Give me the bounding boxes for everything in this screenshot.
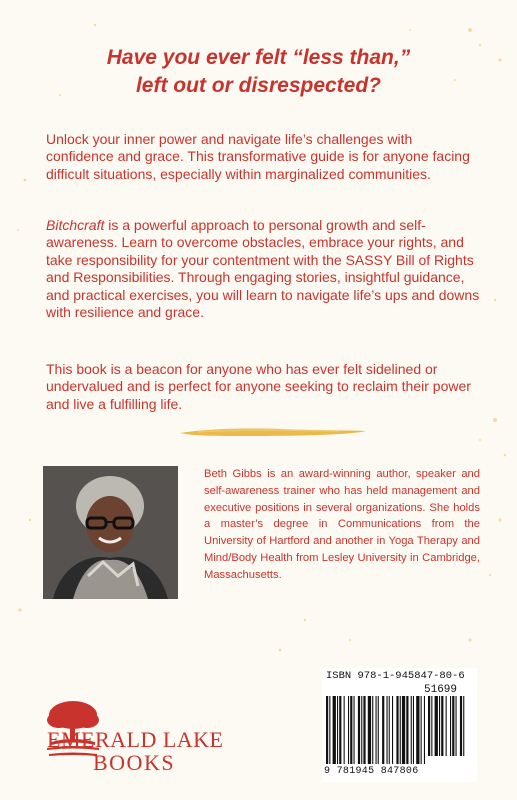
- headline-line-2: left out or disrespected?: [135, 74, 382, 97]
- barcode-bar: [421, 696, 422, 764]
- barcode-bar: [396, 696, 398, 764]
- description-paragraph: [46, 217, 482, 321]
- price-barcode-bar: [441, 696, 443, 756]
- barcode-bar: [400, 696, 401, 764]
- barcode-bar: [392, 696, 393, 764]
- barcode-number: 9 781945 847806: [324, 766, 419, 777]
- book-title: Bitchcraft: [46, 217, 105, 233]
- publisher-line-1: EMERALD LAKE: [47, 727, 224, 752]
- price-barcode-bar: [435, 696, 438, 756]
- price-code: 51699: [424, 684, 458, 696]
- description-paragraph-text: is a powerful approach to personal growth and self-awareness. Learn to overcome obstacles, embrace your rights, and take responsibility for your contentment with the SASSY Bill of Rights and Responsibilities. Through engaging stories, insightful guidance, and practical exercises, you will learn to navigate life’s ups and downs with resilience and grace.: [46, 217, 480, 321]
- barcode-bar: [387, 696, 388, 764]
- barcode-bar: [424, 696, 425, 764]
- price-barcode-bar: [452, 696, 454, 756]
- barcode-bar: [358, 696, 360, 764]
- barcode-bar: [329, 696, 330, 764]
- barcode-bars: [326, 696, 474, 764]
- barcode-bar: [372, 696, 373, 764]
- headline-line-1: Have you ever felt “less than,”: [106, 46, 411, 69]
- barcode-bar: [411, 696, 412, 764]
- barcode-bar: [416, 696, 419, 764]
- barcode-bar: [402, 696, 405, 764]
- barcode-bar: [344, 696, 345, 764]
- barcode-bar: [376, 696, 377, 764]
- barcode-bar: [333, 696, 336, 764]
- barcode-bar: [363, 696, 365, 764]
- closing-paragraph: [46, 361, 482, 413]
- intro-paragraph: [46, 131, 482, 183]
- barcode-bar: [382, 696, 384, 764]
- author-bio: Beth Gibbs is an award-winning author, speaker and self-awareness trainer who has held management and executive positions in several organizations. She holds a master’s degree in Communications from the University of Hartford and another in Yoga Therapy and Mind/Body Health from Lesley University in Cambridge, Massachusetts.: [204, 468, 480, 581]
- barcode-bar: [378, 696, 379, 764]
- barcode-bar: [337, 696, 338, 764]
- barcode-bar: [413, 696, 414, 764]
- publisher-line-2: BOOKS: [93, 750, 176, 775]
- publisher-name: [47, 728, 277, 774]
- closing-paragraph-text: This book is a beacon for anyone who has ever felt sidelined or undervalued and is perfect for anyone seeking to reclaim their power and live a fulfilling life.: [46, 361, 471, 412]
- barcode-bar: [361, 696, 362, 764]
- intro-paragraph-text: Unlock your inner power and navigate life’s challenges with confidence and grace. This transformative guide is for anyone facing difficult situations, especially within marginalized communities.: [46, 131, 470, 182]
- price-barcode-bar: [439, 696, 440, 756]
- barcode-bar: [406, 696, 408, 764]
- price-barcode-bar: [446, 696, 447, 756]
- barcode-bar: [350, 696, 352, 764]
- price-barcode-bar: [450, 696, 451, 756]
- isbn-barcode: [322, 668, 477, 782]
- barcode-bar: [368, 696, 371, 764]
- price-barcode-bar: [428, 696, 430, 756]
- headline: [0, 44, 517, 100]
- barcode-bar: [326, 696, 328, 764]
- author-photo: [43, 466, 178, 599]
- price-barcode-bar: [431, 696, 432, 756]
- gold-brush-stroke: [178, 424, 368, 440]
- price-barcode-bar: [456, 696, 457, 756]
- barcode-bar: [389, 696, 390, 764]
- isbn-label: ISBN 978-1-945847-80-6: [326, 670, 465, 682]
- barcode-bar: [354, 696, 355, 764]
- price-barcode-bar: [463, 696, 464, 756]
- price-barcode-bar: [460, 696, 462, 756]
- barcode-bar: [339, 696, 341, 764]
- barcode-bar: [348, 696, 349, 764]
